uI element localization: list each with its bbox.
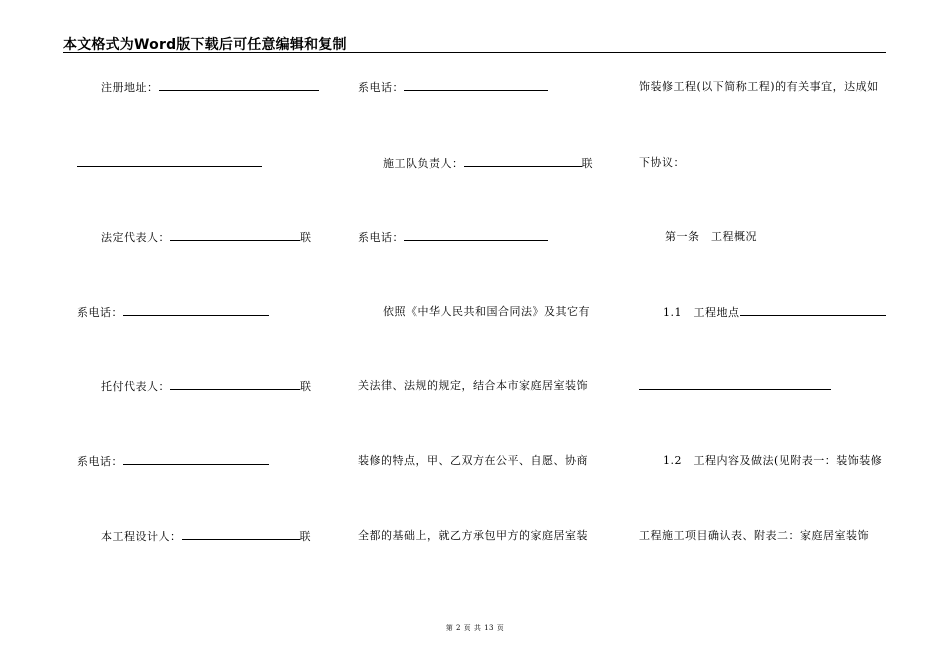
team-leader-phone-label: 系电话：: [358, 231, 404, 244]
team-leader-label: 施工队负责人：: [383, 157, 464, 170]
preamble-line-6: 下协议：: [639, 156, 685, 169]
designer-tail: 联: [299, 530, 311, 543]
reg-address-line: [101, 80, 319, 95]
item-1-2-continuation: 工程施工项目确认表、附表二：家庭居室装饰: [639, 529, 869, 542]
legal-rep-line: [101, 230, 312, 245]
reg-address-label: 注册地址：: [101, 81, 159, 94]
legal-rep-tail: 联: [300, 231, 312, 244]
article-1-heading: 第一条 工程概况: [665, 230, 757, 243]
reg-address-continuation-blank: [77, 156, 262, 167]
header-rule: [63, 52, 886, 53]
item-1-1-line: [663, 305, 886, 320]
entrusted-rep-phone-blank: [123, 454, 269, 465]
team-leader-line: [383, 156, 593, 171]
entrusted-rep-phone-label: 系电话：: [77, 455, 123, 468]
legal-rep-phone-blank: [123, 305, 269, 316]
preamble-line-3: 装修的特点，甲、乙双方在公平、自愿、协商: [358, 454, 588, 467]
item-1-1-blank: [740, 305, 886, 316]
preamble-line-5: 饰装修工程(以下简称工程)的有关事宜，达成如: [639, 80, 879, 93]
team-leader-phone-line: [358, 230, 548, 245]
preamble-line-1: 依照《中华人民共和国合同法》及其它有: [383, 305, 590, 318]
entrusted-rep-line: [101, 379, 312, 394]
legal-rep-phone-line: [77, 305, 269, 320]
entrusted-rep-tail: 联: [300, 380, 312, 393]
legal-rep-label: 法定代表人：: [101, 231, 170, 244]
legal-rep-blank: [170, 230, 300, 241]
item-1-1-label: 1.1 工程地点: [663, 306, 740, 319]
item-1-2-line: 1.2 工程内容及做法(见附表一：装饰装修: [663, 454, 883, 467]
designer-blank: [182, 529, 300, 540]
item-1-1-continuation-line: [639, 379, 831, 394]
designer-phone-label: 系电话：: [358, 81, 404, 94]
preamble-line-4: 全都的基础上，就乙方承包甲方的家庭居室装: [358, 529, 588, 542]
designer-line: [101, 529, 311, 544]
entrusted-rep-phone-line: [77, 454, 269, 469]
team-leader-phone-blank: [404, 230, 548, 241]
designer-label: 本工程设计人：: [101, 530, 182, 543]
reg-address-blank: [159, 80, 319, 91]
preamble-line-2: 关法律、法规的规定，结合本市家庭居室装饰: [358, 379, 588, 392]
team-leader-blank: [464, 156, 582, 167]
entrusted-rep-blank: [170, 379, 300, 390]
team-leader-tail: 联: [581, 157, 593, 170]
entrusted-rep-label: 托付代表人：: [101, 380, 170, 393]
reg-address-continuation-line: [77, 156, 262, 171]
page-number-footer: 第 2 页 共 13 页: [445, 624, 505, 632]
designer-phone-line: [358, 80, 548, 95]
designer-phone-blank: [404, 80, 548, 91]
item-1-1-continuation-blank: [639, 379, 831, 390]
document-header-title: 本文格式为Word版下载后可任意编辑和复制: [63, 37, 347, 53]
legal-rep-phone-label: 系电话：: [77, 306, 123, 319]
